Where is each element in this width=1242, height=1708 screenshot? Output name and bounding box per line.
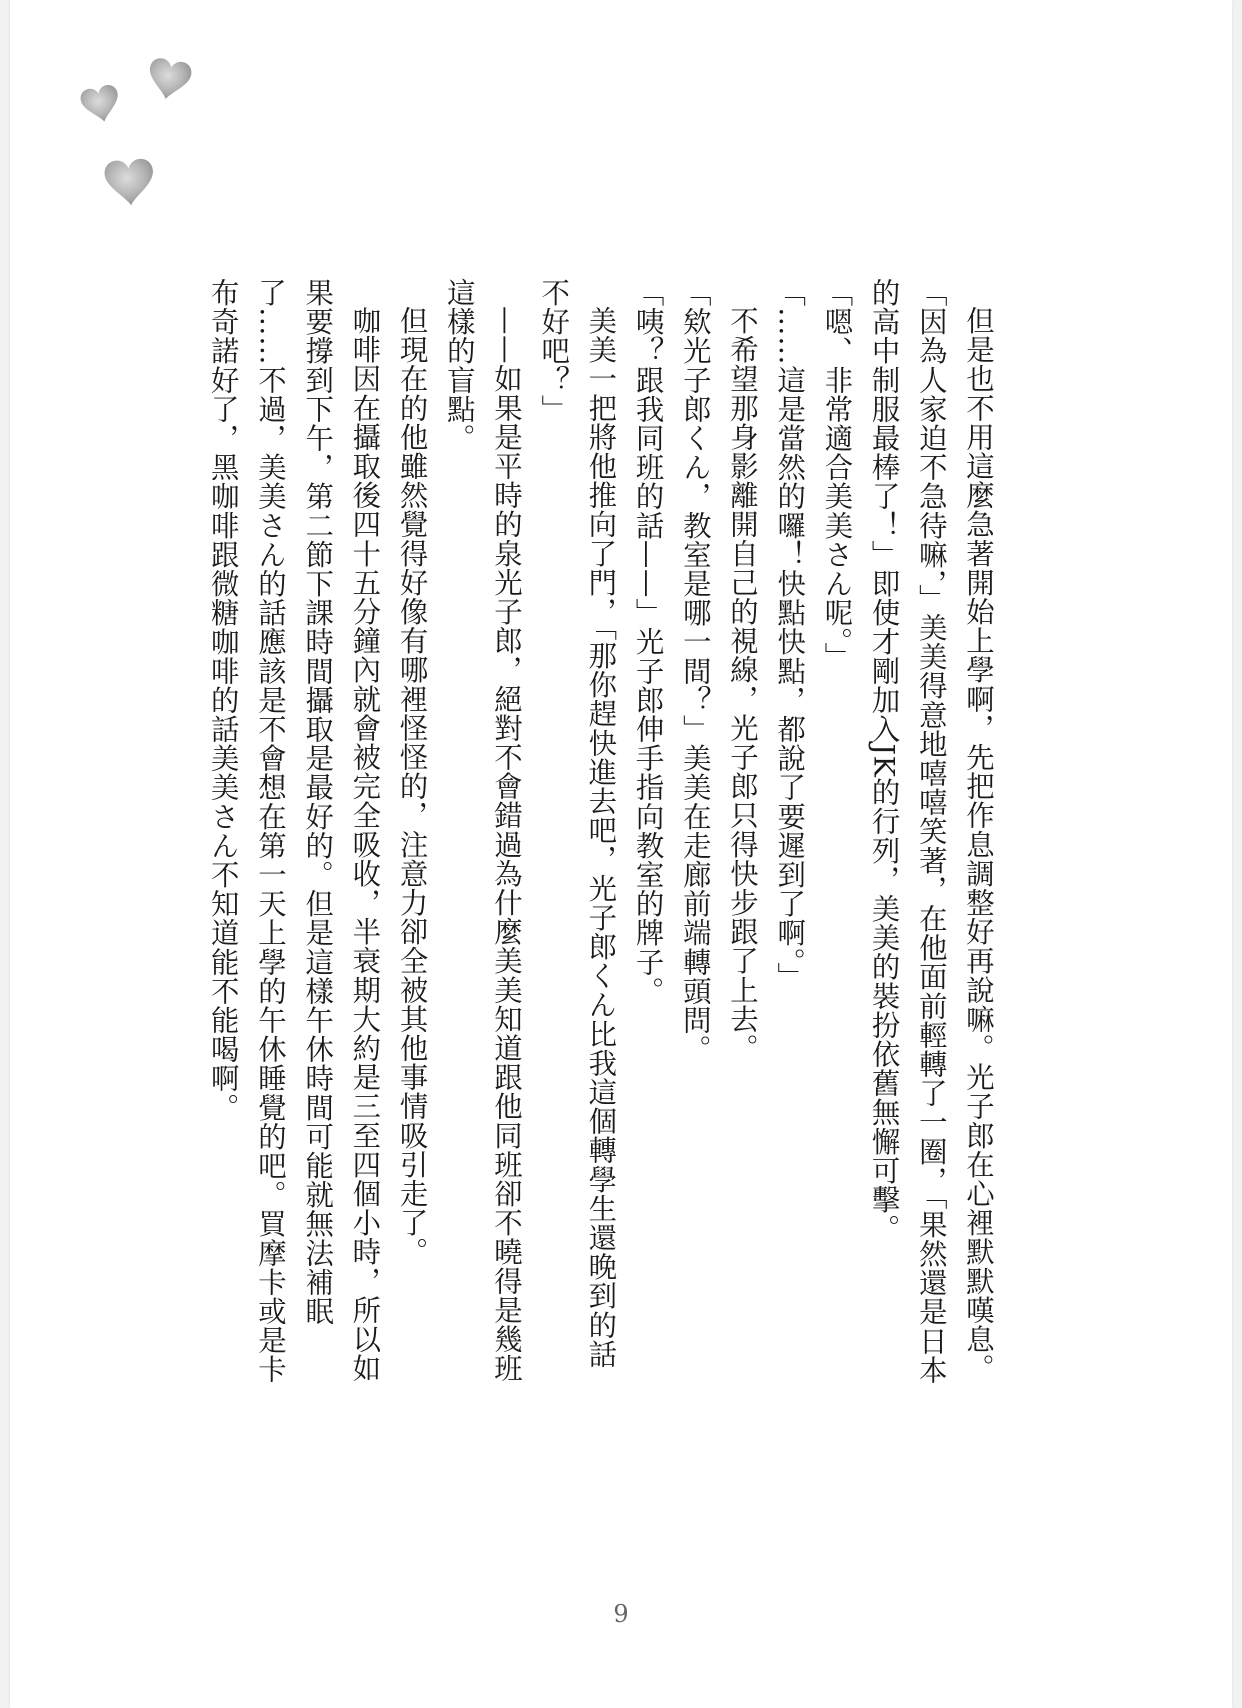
paragraph-dialogue: 「……這是當然的囉！快點快點，都說了要遲到了啊。」: [773, 278, 807, 992]
paragraph-narration: 美美一把將他推向了門，「那你趕快進去吧，光子郎くん比我這個轉學生還晚到的話不好吧？」: [537, 278, 618, 1369]
paragraph-dialogue: 「咦？跟我同班的話——」光子郎伸手指向教室的牌子。: [631, 278, 665, 1006]
heart-icon: [145, 57, 193, 103]
paragraph-dialogue: 「欸光子郎くん，教室是哪一間？」美美在走廊前端轉頭問。: [678, 278, 712, 1064]
paragraph-dialogue: 「因為人家迫不急待嘛，」美美得意地嘻嘻笑著，在他面前輕轉了一圈，「果然還是日本的高中制服最棒了！」即使才剛加入JK的行列，美美的裝扮依舊無懈可擊。: [867, 278, 948, 1385]
vertical-body-text: [192, 278, 1002, 1388]
heart-decoration: [10, 0, 230, 240]
paragraph-dialogue: 「嗯、非常適合美美さん呢。」: [820, 278, 854, 672]
paragraph-narration: 但是也不用這麼急著開始上學啊，先把作息調整好再說嘛。光子郎在心裡默默嘆息。: [962, 306, 995, 1384]
heart-icon: [79, 83, 123, 125]
paragraph-narration: 不希望那身影離開自己的視線，光子郎只得快步跟了上去。: [725, 306, 759, 1063]
paragraph-narration: ——如果是平時的泉光子郎，絕對不會錯過為什麼美美知道跟他同班卻不曉得是幾班這樣的盲點。: [442, 278, 523, 1384]
book-page: [10, 0, 1232, 1708]
page-number: 9: [613, 1600, 629, 1628]
paragraph-narration: 咖啡因在攝取後四十五分鐘內就會被完全吸收，半衰期大約是三至四個小時，所以如果要撐到下午，第二節下課時間攝取是最好的。但是這樣午休時間可能就無法補眠了……不過，美美さん的話應該是不會想在第一天上學的午休睡覺的吧。買摩卡或是卡布奇諾好了，黑咖啡跟微糖咖啡的話美美さん不知道能不能喝啊。: [206, 278, 382, 1384]
heart-icon: [104, 158, 155, 207]
paragraph-narration: 但現在的他雖然覺得好像有哪裡怪怪的，注意力卻全被其他事情吸引走了。: [395, 306, 429, 1267]
